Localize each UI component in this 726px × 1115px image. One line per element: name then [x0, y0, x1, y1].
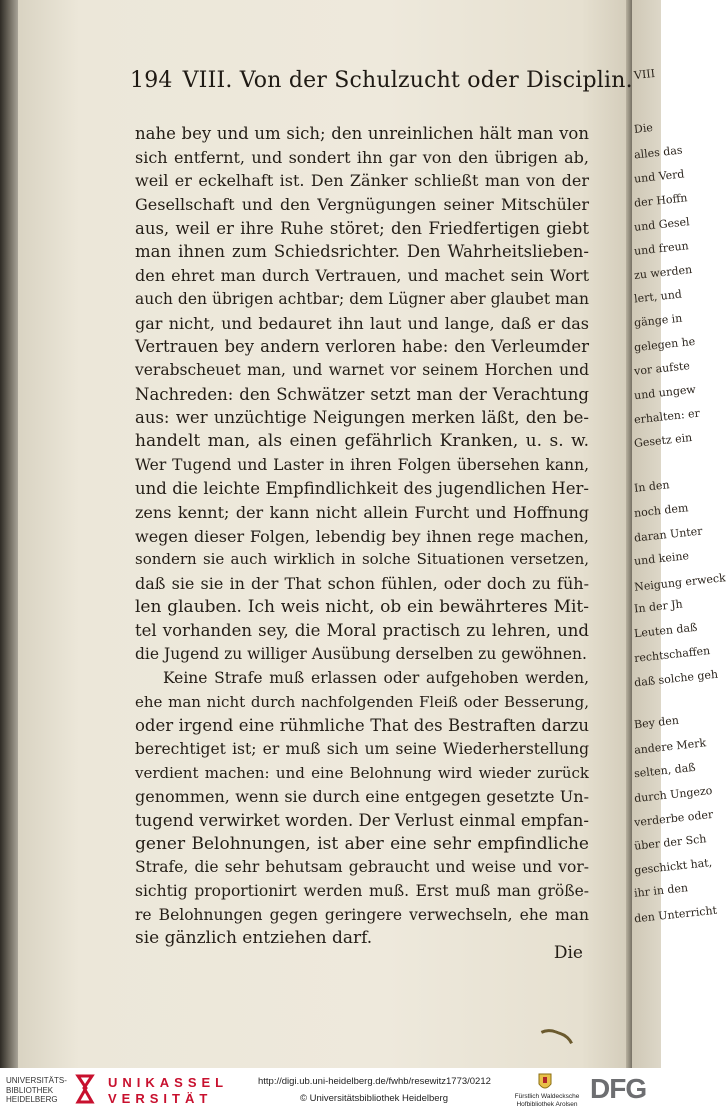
- text-line: gar nicht, und bedauret ihn laut und lange, daß er das: [135, 313, 589, 333]
- facing-page-text-fragment: und keine: [633, 549, 690, 568]
- text-line: daß sie sie in der That schon fühlen, oder doch zu füh-: [135, 574, 589, 594]
- text-line: auch den übrigen achtbar; dem Lügner aber glaubet man: [135, 289, 589, 308]
- text-line: Strafe, die sehr behutsam gebraucht und weise und vor-: [135, 858, 589, 877]
- text-line: man ihnen zum Schiedsrichter. Den Wahrheitslieben-: [135, 242, 589, 262]
- facing-page-text-fragment: und freun: [633, 239, 690, 258]
- facing-page-text-fragment: daran Unter: [633, 524, 704, 545]
- text-line: Gesellschaft und den Vergnügungen seiner Mitschüler: [135, 195, 589, 215]
- facing-page-text-fragment: Bey den: [633, 713, 680, 732]
- facing-page-text-fragment: erhalten: er: [633, 406, 701, 427]
- running-head-title: VIII. Von der Schulzucht oder Disciplin.: [182, 68, 633, 93]
- text-line: gener Belohnungen, ist aber eine sehr empfindliche: [135, 833, 589, 854]
- text-line: aus, weil er ihre Ruhe störet; den Friedfertigen giebt: [135, 218, 589, 238]
- text-line: Nachreden: den Schwätzer setzt man der Verachtung: [135, 384, 589, 404]
- waldeck-logo-line: Fürstlich Waldecksche: [514, 1093, 580, 1100]
- facing-page-text-fragment: selten, daß: [633, 760, 697, 781]
- text-line: oder irgend eine rühmliche That des Bestraften darzu: [135, 716, 589, 736]
- text-line: den ehret man durch Vertrauen, und machet sein Wort: [135, 266, 589, 286]
- facing-page-text-fragment: durch Ungezo: [633, 783, 713, 806]
- kassel-logo-line: VERSITÄT: [108, 1091, 213, 1106]
- text-line: Keine Strafe muß erlassen oder aufgehoben werden,: [163, 668, 589, 687]
- facing-page-text-fragment: der Hoffn: [633, 191, 688, 210]
- facing-page-text-fragment: lert, und: [633, 287, 683, 306]
- text-line: tel vorhanden sey, die Moral practisch zu lehren, und: [135, 621, 589, 641]
- heidelberg-logo-line: BIBLIOTHEK: [6, 1085, 54, 1095]
- facing-page-text-fragment: gelegen he: [633, 334, 696, 355]
- heidelberg-logo-line: HEIDELBERG: [6, 1095, 58, 1104]
- facing-page-text-fragment: zu werden: [633, 262, 693, 283]
- text-line: Wer Tugend und Laster in ihren Folgen übersehen kann,: [135, 455, 589, 474]
- facing-page-text-fragment: und Gesel: [633, 215, 691, 234]
- text-line: tugend verwirket worden. Der Verlust einmal empfan-: [135, 810, 589, 830]
- facing-page-text-fragment: In der Jh: [633, 597, 684, 616]
- text-line: Vertrauen bey andern verloren habe: den Verleumder: [135, 337, 589, 357]
- facing-page-text-fragment: Leuten daß: [633, 620, 698, 641]
- text-line: sie gänzlich entziehen darf.: [135, 928, 373, 949]
- text-line: verdient machen: und eine Belohnung wird wieder zurück: [135, 763, 589, 782]
- facing-page-text-fragment: gänge in: [633, 311, 683, 330]
- body-text: [135, 122, 589, 951]
- text-line: sichtig proportionirt werden muß. Erst muß man größe-: [135, 882, 589, 900]
- copyright-notice: © Universitätsbibliothek Heidelberg: [300, 1093, 448, 1104]
- facing-page-text-fragment: rechtschaffen: [633, 644, 711, 665]
- text-line: sondern sie auch wirklich in solche Situationen versetzen,: [135, 550, 589, 569]
- facing-page-text-fragment: VIII: [633, 66, 656, 83]
- text-line: nahe bey und um sich; den unreinlichen hält man von: [135, 124, 589, 143]
- heidelberg-library-logo[interactable]: [6, 1076, 67, 1105]
- text-line: die Jugend zu williger Ausübung derselben zu gewöhnen.: [135, 645, 587, 664]
- text-line: weil er eckelhaft ist. Den Zänker schließt man von der: [135, 171, 589, 191]
- facing-page-text-fragment: verderbe oder: [633, 807, 714, 830]
- text-line: berechtiget ist; er muß sich um seine Wiederherstellung: [135, 739, 589, 758]
- text-line: ehe man nicht durch nachfolgenden Fleiß oder Besserung,: [135, 692, 589, 711]
- text-line: und die leichte Empfindlichkeit des jugendlichen Her-: [135, 479, 589, 499]
- kassel-logo-mark-icon: [74, 1074, 96, 1104]
- facing-page-text-fragment: den Unterricht: [633, 903, 718, 926]
- page-number: 194: [130, 68, 173, 93]
- kassel-university-logo[interactable]: [108, 1075, 228, 1107]
- footer-bar: [0, 1068, 661, 1115]
- waldeck-logo-line: Hofbibliothek Arolsen: [516, 1100, 578, 1108]
- text-line: handelt man, als einen gefährlich Kranken, u. s. w.: [135, 430, 589, 451]
- facing-page-text-fragment: andere Merk: [633, 736, 707, 757]
- permalink-url[interactable]: http://digi.ub.uni-heidelberg.de/fwhb/resewitz1773/0212: [258, 1076, 491, 1087]
- dfg-logo[interactable]: DFG: [590, 1073, 647, 1104]
- text-line: aus: wer unzüchtige Neigungen merken läßt, den be-: [135, 408, 589, 428]
- text-line: sich entfernt, und sondert ihn gar von den übrigen ab,: [135, 147, 589, 167]
- facing-page-text-fragment: Die: [633, 121, 654, 136]
- heidelberg-logo-line: UNIVERSITÄTS-: [6, 1076, 67, 1085]
- facing-page-text-fragment: und Verd: [633, 167, 685, 186]
- facing-page-text-fragment: noch dem: [633, 501, 689, 520]
- facing-page-text-fragment: geschickt hat,: [633, 855, 713, 878]
- running-header: [130, 68, 633, 93]
- text-line: genommen, wenn sie durch eine entgegen gesetzte Un-: [135, 787, 589, 807]
- facing-page-fragment: [632, 0, 726, 1068]
- facing-page-text-fragment: daß solche geh: [633, 667, 719, 690]
- facing-page-text-fragment: ihr in den: [633, 881, 689, 900]
- text-line: verabscheuet man, und warnet vor seinem Horchen und: [135, 360, 589, 379]
- facing-page-text-fragment: und ungew: [633, 382, 697, 403]
- catchword: Die: [553, 943, 583, 963]
- waldeck-library-logo[interactable]: [510, 1093, 584, 1108]
- book-binding-edge: [0, 0, 18, 1068]
- facing-page-text-fragment: In den: [633, 478, 671, 495]
- facing-page-text-fragment: Gesetz ein: [633, 430, 693, 451]
- facing-page-text-fragment: über der Sch: [633, 832, 707, 853]
- kassel-logo-line: UNIKASSEL: [108, 1075, 229, 1090]
- text-line: zens kennt; der kann nicht allein Furcht und Hoffnung: [135, 503, 589, 522]
- text-line: re Belohnungen gegen geringere verwechseln, ehe man: [135, 905, 589, 924]
- text-line: wegen dieser Folgen, lebendig bey ihnen rege machen,: [135, 526, 589, 546]
- facing-page-text-fragment: alles das: [633, 143, 684, 162]
- facing-page-text-fragment: Neigung erweck: [633, 571, 726, 594]
- text-line: len glauben. Ich weis nicht, ob ein bewährteres Mit-: [135, 596, 589, 617]
- waldeck-crest-icon: [538, 1072, 552, 1092]
- facing-page-text-fragment: vor aufste: [633, 359, 691, 378]
